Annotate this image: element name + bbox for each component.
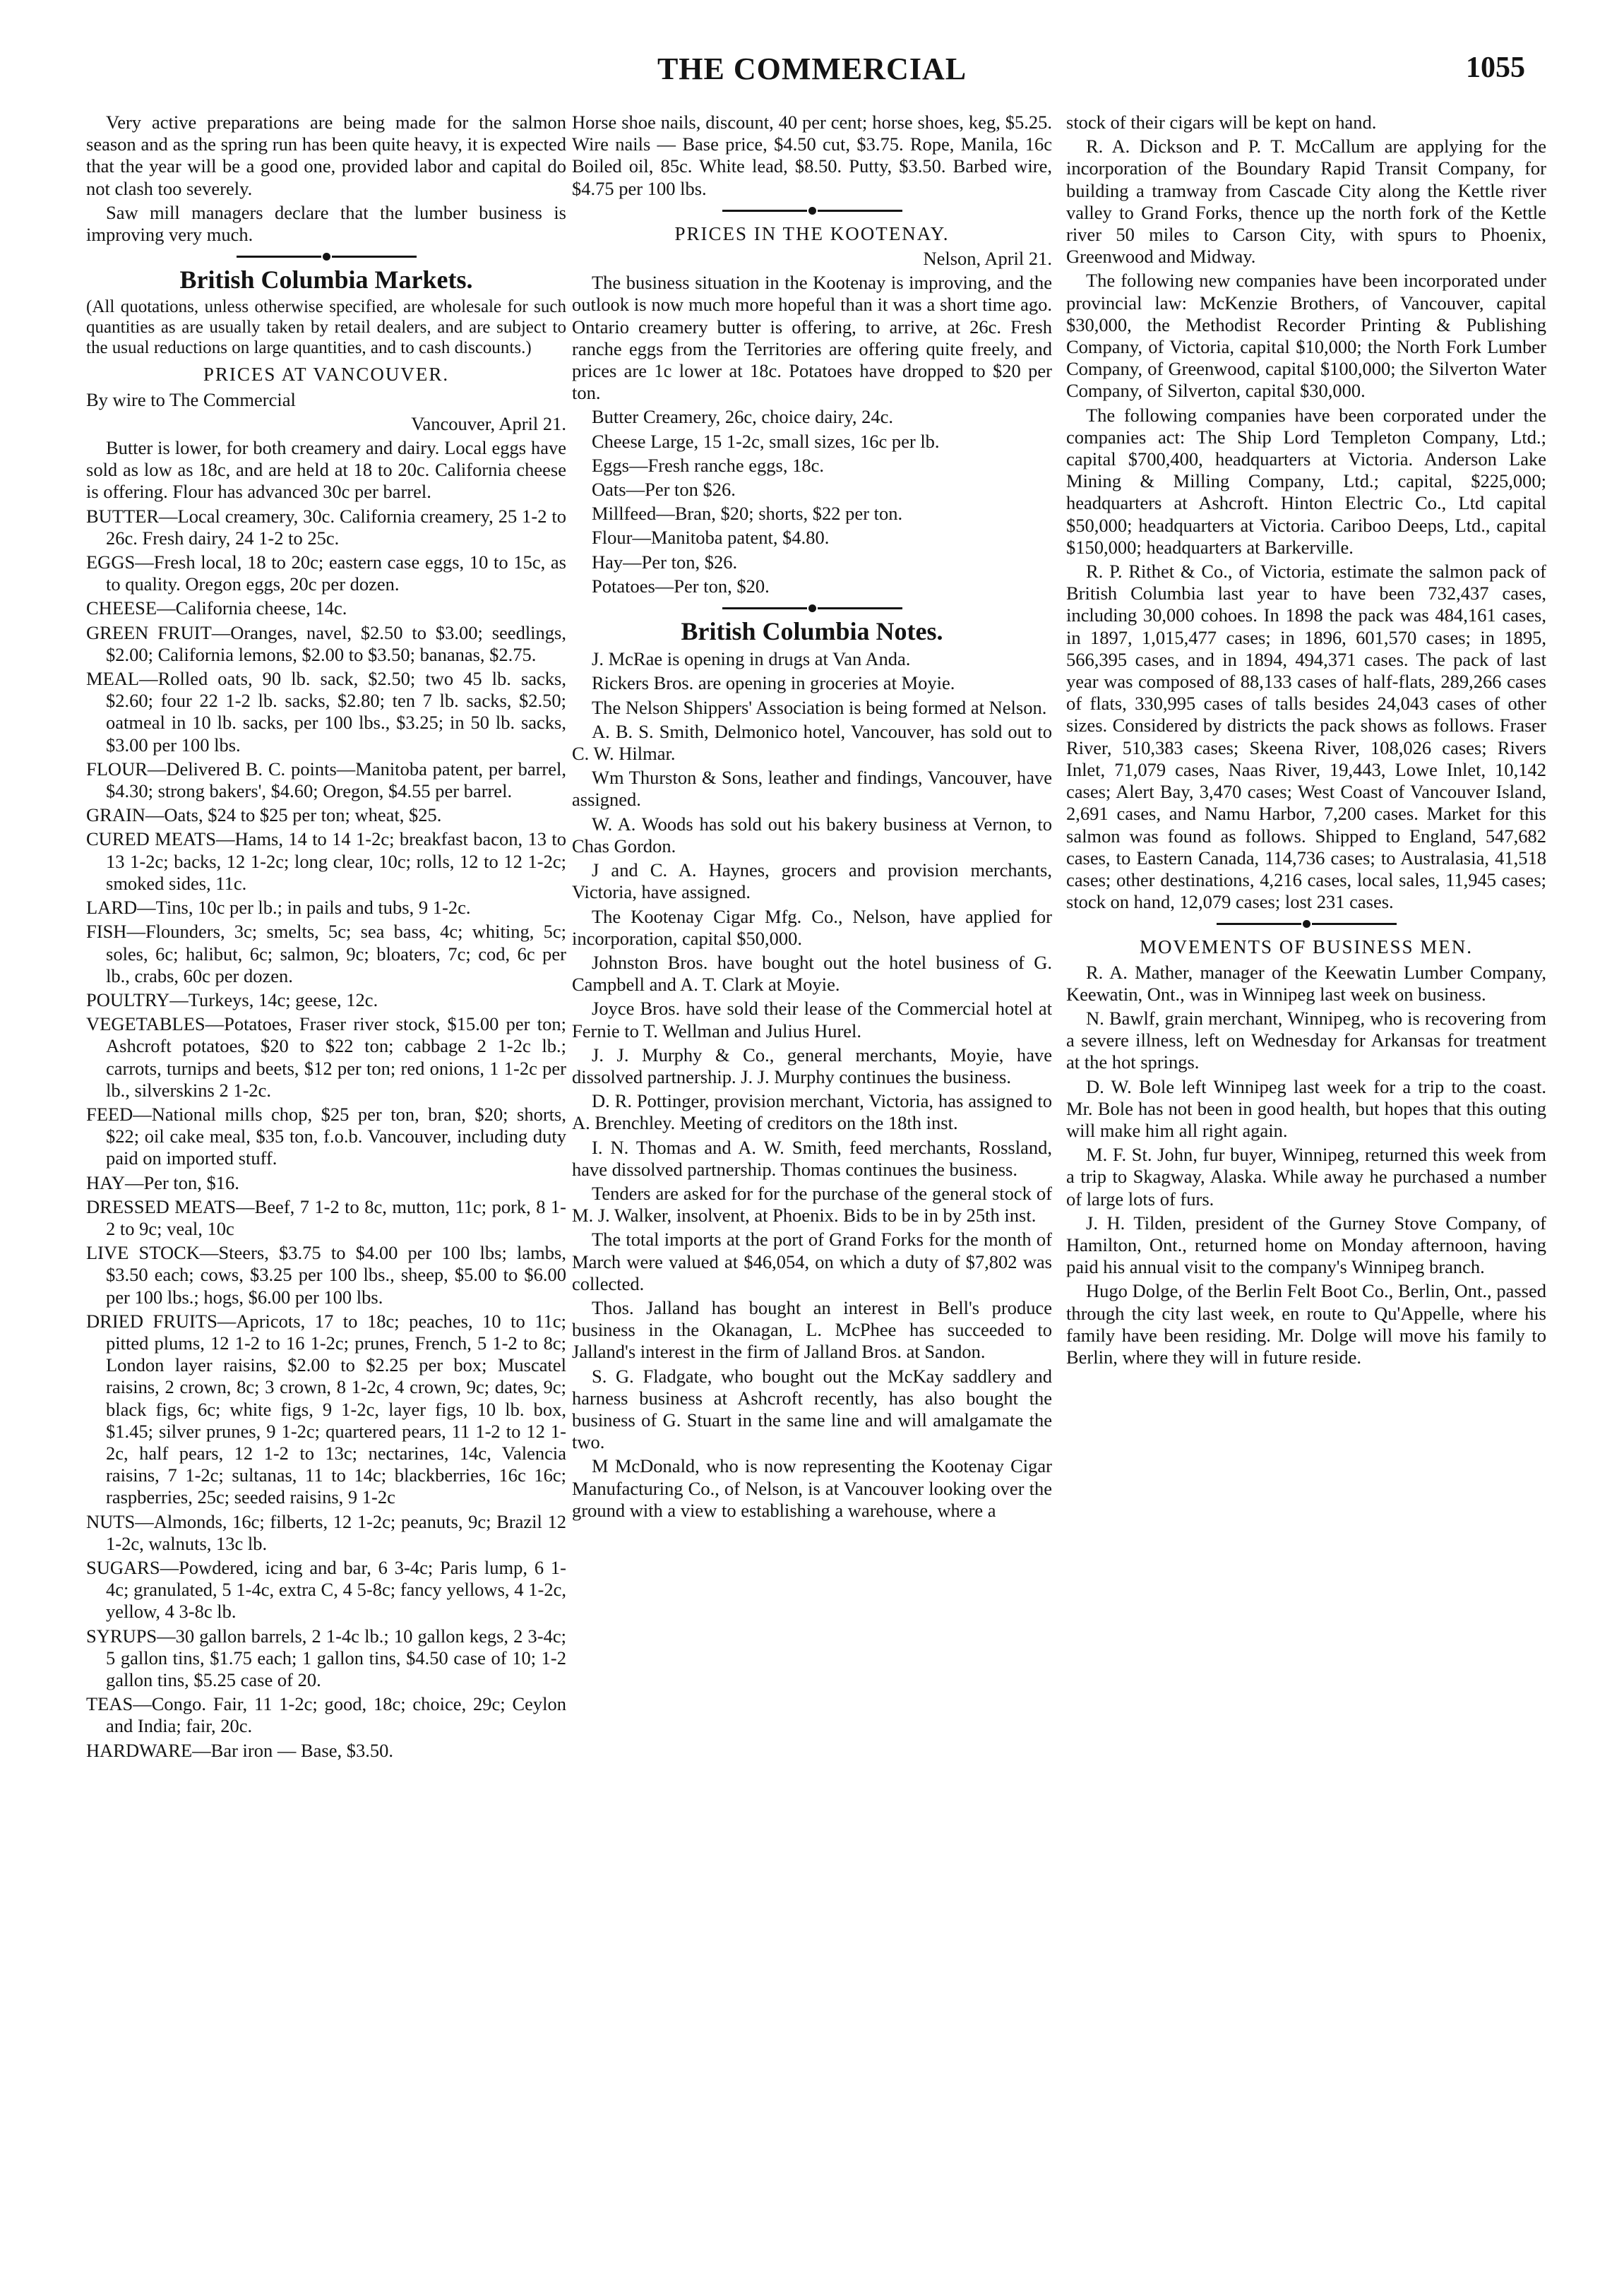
paragraph: The following new companies have been incorporated under provincial law: McKenzie Brothers, of Vancouver, capital $30,000, the Methodist Recorder Printing & Publishing Company, of Victoria, capital $10,000; the North Fork Lumber Company, of Greenwood, capital $100,000; the Silverton Water Company, of Silverton, capital $30,000. <box>1066 270 1546 402</box>
paragraph: Butter is lower, for both creamery and dairy. Local eggs have sold as low as 18c, and are held at 18 to 20c. California cheese is offering. Flour has advanced 30c per barrel. <box>86 437 566 503</box>
quotation: Potatoes—Per ton, $20. <box>592 575 770 597</box>
paragraph: M McDonald, who is now representing the Kootenay Cigar Manufacturing Co., of Nelson, is at Vancouver looking over the ground with a view to establishing a warehouse, where a <box>572 1455 1052 1521</box>
dateline: Vancouver, April 21. <box>411 412 566 434</box>
paragraph: D. R. Pottinger, provision merchant, Victoria, has assigned to A. Brenchley. Meeting of creditors on the 18th inst. <box>572 1090 1052 1134</box>
column-3 <box>1066 112 1546 2258</box>
section-divider <box>572 207 1052 215</box>
quotation: MEAL—Rolled oats, 90 lb. sack, $2.50; two 45 lb. sacks, $2.60; four 22 1-2 lb. sacks, $2.80; ten 7 lb. sacks, $2.50; oatmeal in 10 lb. sacks, per 100 lbs., $3.25; in 50 lb. sacks, $3.00 per 100 lbs. <box>86 668 566 756</box>
paragraph: R. A. Dickson and P. T. McCallum are applying for the incorporation of the Boundary Rapid Transit Company, for building a tramway from Cascade City along the Kettle river valley to Grand Forks, thence up the north fork of the Kettle river 50 miles to Carson City, with spurs to Phoenix, Greenwood and Midway. <box>1066 136 1546 268</box>
section-divider <box>1066 920 1546 928</box>
byline: By wire to The Commercial <box>86 388 296 410</box>
quotation: Butter Creamery, 26c, choice dairy, 24c. <box>592 406 894 428</box>
quotation: FLOUR—Delivered B. C. points—Manitoba patent, per barrel, $4.30; strong bakers', $4.60; Oregon, $4.55 per barrel. <box>86 758 566 802</box>
paragraph: W. A. Woods has sold out his bakery business at Vernon, to Chas Gordon. <box>572 813 1052 857</box>
quotation: GRAIN—Oats, $24 to $25 per ton; wheat, $25. <box>86 804 442 826</box>
page-header <box>0 51 1624 93</box>
paragraph: J and C. A. Haynes, grocers and provision merchants, Victoria, have assigned. <box>572 859 1052 903</box>
quotation: FEED—National mills chop, $25 per ton, bran, $20; shorts, $22; oil cake meal, $35 ton, f.o.b. Vancouver, including duty paid on imported stuff. <box>86 1103 566 1169</box>
quotation: HARDWARE—Bar iron — Base, $3.50. <box>86 1739 393 1761</box>
quotation: HAY—Per ton, $16. <box>86 1171 239 1193</box>
paragraph: Tenders are asked for for the purchase of the general stock of M. J. Walker, insolvent, at Phoenix. Bids to be in by 25th inst. <box>572 1182 1052 1226</box>
paragraph: J. H. Tilden, president of the Gurney Stove Company, of Hamilton, Ont., returned home on Monday afternoon, having paid his annual visit to the company's Winnipeg branch. <box>1066 1212 1546 1278</box>
quotation: CHEESE—California cheese, 14c. <box>86 597 347 619</box>
section-heading: British Columbia Markets. <box>179 265 473 294</box>
quotation: Eggs—Fresh ranche eggs, 18c. <box>592 454 824 476</box>
quotation: DRIED FRUITS—Apricots, 17 to 18c; peaches, 10 to 11c; pitted plums, 12 1-2 to 16 1-2c; prunes, French, 5 1-2 to 8c; London layer raisins, $2.00 to $2.25 per box; Muscatel raisins, 2 crown, 8c; 3 crown, 8 1-2c, 4 crown, 9c; dates, 9c; black figs, 6c; white figs, 9 1-2c, layer figs, 10 lb. box, $1.45; silver prunes, 9 1-2c; quartered pears, 11 1-2 to 12 1-2c, half pears, 12 1-2 to 13c; nectarines, 14c, Valencia raisins, 7 1-2c; sultanas, 11 to 14c; blackberries, 16c 16c; raspberries, 25c; seeded raisins, 9 1-2c <box>86 1310 566 1508</box>
paragraph: The total imports at the port of Grand Forks for the month of March were valued at $46,054, on which a duty of $7,802 was collected. <box>572 1229 1052 1294</box>
section-heading: British Columbia Notes. <box>681 617 943 646</box>
quotation: SUGARS—Powdered, icing and bar, 6 3-4c; Paris lump, 6 1-4c; granulated, 5 1-4c, extra C, 4 5-8c; fancy yellows, 4 1-2c, yellow, 4 3-8c lb. <box>86 1556 566 1623</box>
quotation: POULTRY—Turkeys, 14c; geese, 12c. <box>86 989 378 1010</box>
quotation: Oats—Per ton $26. <box>592 479 736 501</box>
paragraph: The Kootenay Cigar Mfg. Co., Nelson, have applied for incorporation, capital $50,000. <box>572 905 1052 949</box>
quotation: Cheese Large, 15 1-2c, small sizes, 16c per lb. <box>592 430 940 452</box>
quotation: FISH—Flounders, 3c; smelts, 5c; sea bass, 4c; whiting, 5c; soles, 6c; halibut, 6c; salmon, 9c; bloaters, 7c; cod, 6c per lb., crabs, 60c per dozen. <box>86 921 566 986</box>
paragraph: J. J. Murphy & Co., general merchants, Moyie, have dissolved partnership. J. J. Murphy continues the business. <box>572 1044 1052 1087</box>
quotation: EGGS—Fresh local, 18 to 20c; eastern case eggs, 10 to 15c, as to quality. Oregon eggs, 20c per dozen. <box>86 551 566 595</box>
paragraph: R. A. Mather, manager of the Keewatin Lumber Company, Keewatin, Ont., was in Winnipeg last week on business. <box>1066 961 1546 1005</box>
paragraph: The Nelson Shippers' Association is being formed at Nelson. <box>592 696 1047 718</box>
paragraph: The business situation in the Kootenay is improving, and the outlook is now much more hopeful than it was a short time ago. Ontario creamery butter is offering, to arrive, at 26c. Fresh ranche eggs from the Territories are offering quite freely, and prices are 1c lower at 18c. Potatoes have dropped to $20 per ton. <box>572 272 1052 404</box>
paragraph: Johnston Bros. have bought out the hotel business of G. Campbell and A. T. Clark at Moyie. <box>572 951 1052 996</box>
quotation: Millfeed—Bran, $20; shorts, $22 per ton. <box>592 503 903 525</box>
paragraph: stock of their cigars will be kept on hand. <box>1066 112 1377 133</box>
quotation: LARD—Tins, 10c per lb.; in pails and tubs, 9 1-2c. <box>86 897 471 919</box>
paragraph: S. G. Fladgate, who bought out the McKay saddlery and harness business at Ashcroft recently, has also bought the business of G. Stuart in the same line and will amalgamate the two. <box>572 1365 1052 1453</box>
section-divider <box>572 604 1052 612</box>
paragraph: Saw mill managers declare that the lumber business is improving very much. <box>86 201 566 246</box>
subsection-heading: PRICES AT VANCOUVER. <box>203 364 450 386</box>
quotation: VEGETABLES—Potatoes, Fraser river stock, $15.00 per ton; Ashcroft potatoes, $20 to $22 ton; cabbage 2 1-2c lb.; carrots, turnips and beets, $12 per ton; red onions, 1 1-2c per lb., silverskins 2 1-2c. <box>86 1013 566 1101</box>
paragraph: Very active preparations are being made for the salmon season and as the spring run has been quite heavy, it is expected that the year will be a good one, provided labor and capital do not clash too severely. <box>86 112 566 199</box>
paragraph: Wm Thurston & Sons, leather and findings, Vancouver, have assigned. <box>572 767 1052 811</box>
column-1 <box>86 112 566 2258</box>
quotation: DRESSED MEATS—Beef, 7 1-2 to 8c, mutton, 11c; pork, 8 1-2 to 9c; veal, 10c <box>86 1195 566 1239</box>
quotation: LIVE STOCK—Steers, $3.75 to $4.00 per 100 lbs; lambs, $3.50 each; cows, $3.25 per 100 lbs., sheep, $5.00 to $6.00 per 100 lbs.; hogs, $6.00 per 100 lbs. <box>86 1242 566 1308</box>
quotation: BUTTER—Local creamery, 30c. California creamery, 25 1-2 to 26c. Fresh dairy, 24 1-2 to 25c. <box>86 505 566 549</box>
running-title: THE COMMERCIAL <box>657 52 967 86</box>
paragraph: M. F. St. John, fur buyer, Winnipeg, returned this week from a trip to Skagway, Alaska. While away he purchased a number of large lots of furs. <box>1066 1144 1546 1210</box>
paragraph: J. McRae is opening in drugs at Van Anda. <box>592 648 911 670</box>
paragraph: Horse shoe nails, discount, 40 per cent; horse shoes, keg, $5.25. Wire nails — Base price, $4.50 cut, $3.75. Rope, Manila, 16c Boiled oil, 85c. White lead, $8.50. Putty, $3.50. Barbed wire, $4.75 per 100 lbs. <box>572 112 1052 199</box>
paragraph: D. W. Bole left Winnipeg last week for a trip to the coast. Mr. Bole has not been in good health, but hopes that this outing will make him all right again. <box>1066 1075 1546 1141</box>
paragraph: Thos. Jalland has bought an interest in Bell's produce business in the Okanagan, L. McPhee has succeeded to Jalland's interest in the firm of Jalland Bros. at Sandon. <box>572 1296 1052 1363</box>
section-divider <box>86 253 566 261</box>
subsection-heading: MOVEMENTS OF BUSINESS MEN. <box>1139 936 1474 958</box>
quotation: TEAS—Congo. Fair, 11 1-2c; good, 18c; choice, 29c; Ceylon and India; fair, 20c. <box>86 1693 566 1737</box>
column-2 <box>572 112 1052 2258</box>
section-note: (All quotations, unless otherwise specified, are wholesale for such quantities as are usually taken by retail dealers, and are subject to the usual reductions on large quantities, and to cash discounts.) <box>86 297 566 358</box>
quotation: SYRUPS—30 gallon barrels, 2 1-4c lb.; 10 gallon kegs, 2 3-4c; 5 gallon tins, $1.75 each; 1 gallon tins, $4.50 case of 10; 1-2 gallon tins, $5.25 case of 20. <box>86 1625 566 1690</box>
quotation: GREEN FRUIT—Oranges, navel, $2.50 to $3.00; seedlings, $2.00; California lemons, $2.00 to $3.50; bananas, $2.75. <box>86 621 566 665</box>
paragraph: Rickers Bros. are opening in groceries at Moyie. <box>592 672 955 694</box>
quotation: CURED MEATS—Hams, 14 to 14 1-2c; breakfast bacon, 13 to 13 1-2c; backs, 12 1-2c; long clear, 10c; rolls, 12 to 12 1-2c; smoked sides, 11c. <box>86 828 566 894</box>
quotation: Flour—Manitoba patent, $4.80. <box>592 527 830 549</box>
paragraph: R. P. Rithet & Co., of Victoria, estimate the salmon pack of British Columbia last year to have been 732,437 cases, including 30,000 cohoes. In 1898 the pack was 484,161 cases, in 1897, 1,015,477 cases; in 1896, 601,570 cases; in 1895, 566,395 cases, and in 1894, 494,371 cases. The pack of last year was composed of 88,133 cases of half-flats, 289,266 cases of flats, 330,995 cases of talls besides 24,043 cases of other sizes. Considered by districts the pack shows as follows. Fraser River, 510,383 cases; Skeena River, 108,026 cases; Rivers Inlet, 71,079 cases, Naas River, 19,443, Lowe Inlet, 10,142 cases; Alert Bay, 3,470 cases; West Coast of Vancouver Island, 2,691 cases, and Namu Harbor, 7,200 cases. Market for this salmon was found as follows. Shipped to England, 547,682 cases, to Eastern Canada, 114,736 cases; to Australasia, 41,518 cases; other destinations, 4,216 cases, local sales, 11,945 cases; stock on hand, 12,079 cases; lost 231 cases. <box>1066 561 1546 913</box>
subsection-heading: PRICES IN THE KOOTENAY. <box>674 222 950 244</box>
dateline: Nelson, April 21. <box>923 248 1052 270</box>
page-number: 1055 <box>1466 52 1525 84</box>
quotation: NUTS—Almonds, 16c; filberts, 12 1-2c; peanuts, 9c; Brazil 12 1-2c, walnuts, 13c lb. <box>86 1510 566 1554</box>
paragraph: I. N. Thomas and A. W. Smith, feed merchants, Rossland, have dissolved partnership. Thomas continues the business. <box>572 1136 1052 1180</box>
paragraph: The following companies have been corporated under the companies act: The Ship Lord Templeton Company, Ltd.; capital $700,400, headquarters at Victoria. Anderson Lake Mining & Milling Company, Ltd.; capital, $225,000; headquarters at Ashcroft. Hinton Electric Co., Ltd capital $50,000; headquarters at Victoria. Cariboo Deeps, Ltd., capital $150,000; headquarters at Barkerville. <box>1066 404 1546 558</box>
paragraph: Hugo Dolge, of the Berlin Felt Boot Co., Berlin, Ont., passed through the city last week, en route to Qu'Appelle, where his family have been residing. Mr. Dolge will move his family to Berlin, where they will in future reside. <box>1066 1280 1546 1368</box>
paragraph: Joyce Bros. have sold their lease of the Commercial hotel at Fernie to T. Wellman and Julius Hurel. <box>572 998 1052 1041</box>
paragraph: A. B. S. Smith, Delmonico hotel, Vancouver, has sold out to C. W. Hilmar. <box>572 720 1052 765</box>
paragraph: N. Bawlf, grain merchant, Winnipeg, who is recovering from a severe illness, left on Wednesday for Arkansas for treatment at the hot springs. <box>1066 1007 1546 1073</box>
quotation: Hay—Per ton, $26. <box>592 551 738 573</box>
